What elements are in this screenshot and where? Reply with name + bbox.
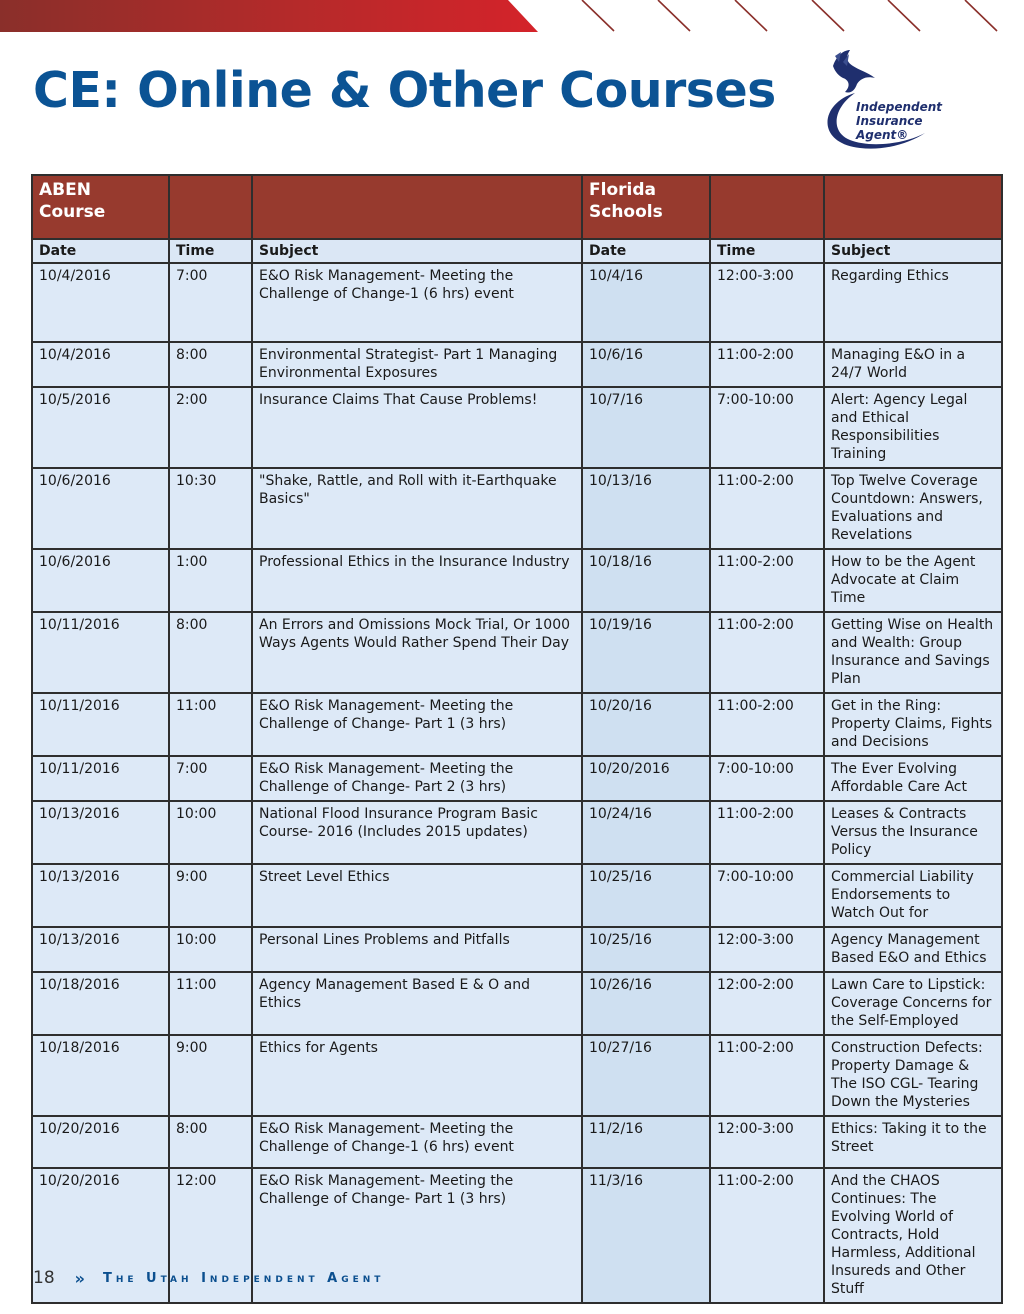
aben-subject: Street Level Ethics [252, 864, 582, 927]
florida-subject: Get in the Ring: Property Claims, Fights and Decisions [824, 693, 1002, 756]
aben-time: 8:00 [169, 612, 252, 693]
table-row [32, 468, 1002, 549]
florida-date: 10/7/16 [582, 387, 710, 468]
florida-time: 11:00-2:00 [710, 342, 824, 387]
aben-date: 10/6/2016 [32, 468, 169, 549]
florida-time: 7:00-10:00 [710, 387, 824, 468]
table-row [32, 756, 1002, 801]
logo-line-1: Independent [856, 100, 943, 114]
section-florida-schools: Florida Schools [582, 175, 710, 239]
florida-subject: Regarding Ethics [824, 263, 1002, 342]
florida-date: 10/25/16 [582, 864, 710, 927]
aben-subject: National Flood Insurance Program Basic Course- 2016 (Includes 2015 updates) [252, 801, 582, 864]
section-blank [824, 175, 1002, 239]
florida-date: 10/27/16 [582, 1035, 710, 1116]
col-subject: Subject [252, 239, 582, 263]
double-chevron-icon: » [74, 1268, 85, 1288]
column-header-row [32, 239, 1002, 263]
aben-time: 9:00 [169, 1035, 252, 1116]
aben-time: 10:00 [169, 927, 252, 972]
section-blank [252, 175, 582, 239]
aben-time: 10:30 [169, 468, 252, 549]
florida-time: 11:00-2:00 [710, 612, 824, 693]
florida-date: 11/2/16 [582, 1116, 710, 1168]
florida-subject: Leases & Contracts Versus the Insurance Policy [824, 801, 1002, 864]
publication-name: The Utah Independent Agent [102, 1270, 385, 1286]
aben-date: 10/18/2016 [32, 972, 169, 1035]
aben-time: 12:00 [169, 1168, 252, 1303]
table-row [32, 972, 1002, 1035]
florida-subject: Managing E&O in a 24/7 World [824, 342, 1002, 387]
col-date: Date [582, 239, 710, 263]
florida-date: 10/25/16 [582, 927, 710, 972]
table-row [32, 1035, 1002, 1116]
aben-time: 11:00 [169, 693, 252, 756]
florida-date: 10/20/16 [582, 693, 710, 756]
aben-date: 10/11/2016 [32, 612, 169, 693]
aben-subject: E&O Risk Management- Meeting the Challenge of Change- Part 2 (3 hrs) [252, 756, 582, 801]
florida-time: 12:00-3:00 [710, 263, 824, 342]
aben-time: 10:00 [169, 801, 252, 864]
florida-time: 12:00-3:00 [710, 927, 824, 972]
florida-time: 11:00-2:00 [710, 549, 824, 612]
top-banner [0, 0, 1024, 32]
aben-time: 8:00 [169, 342, 252, 387]
aben-date: 10/11/2016 [32, 693, 169, 756]
page-number: 18 [33, 1268, 55, 1288]
florida-time: 7:00-10:00 [710, 864, 824, 927]
aben-subject: "Shake, Rattle, and Roll with it-Earthquake Basics" [252, 468, 582, 549]
aben-subject: Personal Lines Problems and Pitfalls [252, 927, 582, 972]
florida-date: 10/13/16 [582, 468, 710, 549]
aben-subject: E&O Risk Management- Meeting the Challenge of Change- Part 1 (3 hrs) [252, 693, 582, 756]
aben-time: 8:00 [169, 1116, 252, 1168]
florida-subject: Top Twelve Coverage Countdown: Answers, Evaluations and Revelations [824, 468, 1002, 549]
aben-date: 10/20/2016 [32, 1168, 169, 1303]
banner-red-stripe [0, 0, 538, 32]
aben-subject: E&O Risk Management- Meeting the Challenge of Change-1 (6 hrs) event [252, 1116, 582, 1168]
florida-time: 11:00-2:00 [710, 801, 824, 864]
aben-subject: Insurance Claims That Cause Problems! [252, 387, 582, 468]
section-blank [710, 175, 824, 239]
florida-date: 10/6/16 [582, 342, 710, 387]
aben-date: 10/6/2016 [32, 549, 169, 612]
florida-date: 10/26/16 [582, 972, 710, 1035]
florida-subject: How to be the Agent Advocate at Claim Time [824, 549, 1002, 612]
florida-time: 11:00-2:00 [710, 693, 824, 756]
aben-time: 9:00 [169, 864, 252, 927]
aben-subject: Agency Management Based E & O and Ethics [252, 972, 582, 1035]
aben-subject: An Errors and Omissions Mock Trial, Or 1000 Ways Agents Would Rather Spend Their Day [252, 612, 582, 693]
section-aben-course: ABEN Course [32, 175, 169, 239]
florida-date: 10/18/16 [582, 549, 710, 612]
florida-subject: And the CHAOS Continues: The Evolving World of Contracts, Hold Harmless, Additional Insureds and Other Stuff [824, 1168, 1002, 1303]
col-date: Date [32, 239, 169, 263]
col-time: Time [710, 239, 824, 263]
florida-subject: Ethics: Taking it to the Street [824, 1116, 1002, 1168]
florida-time: 11:00-2:00 [710, 1168, 824, 1303]
aben-date: 10/4/2016 [32, 342, 169, 387]
table-row [32, 612, 1002, 693]
table-row [32, 549, 1002, 612]
table-row [32, 342, 1002, 387]
florida-date: 11/3/16 [582, 1168, 710, 1303]
aben-date: 10/13/2016 [32, 864, 169, 927]
florida-date: 10/24/16 [582, 801, 710, 864]
aben-subject: E&O Risk Management- Meeting the Challenge of Change-1 (6 hrs) event [252, 263, 582, 342]
florida-date: 10/19/16 [582, 612, 710, 693]
aben-date: 10/20/2016 [32, 1116, 169, 1168]
table-row [32, 263, 1002, 342]
aben-date: 10/13/2016 [32, 801, 169, 864]
florida-time: 11:00-2:00 [710, 1035, 824, 1116]
florida-subject: Commercial Liability Endorsements to Watch Out for [824, 864, 1002, 927]
florida-subject: Construction Defects: Property Damage & The ISO CGL- Tearing Down the Mysteries [824, 1035, 1002, 1116]
aben-time: 2:00 [169, 387, 252, 468]
logo-line-3: Agent® [856, 128, 909, 142]
florida-time: 7:00-10:00 [710, 756, 824, 801]
aben-date: 10/18/2016 [32, 1035, 169, 1116]
table-row [32, 927, 1002, 972]
logo-wordmark [856, 100, 966, 142]
col-time: Time [169, 239, 252, 263]
florida-time: 12:00-3:00 [710, 1116, 824, 1168]
aben-date: 10/5/2016 [32, 387, 169, 468]
florida-date: 10/4/16 [582, 263, 710, 342]
florida-subject: The Ever Evolving Affordable Care Act [824, 756, 1002, 801]
aben-subject: E&O Risk Management- Meeting the Challenge of Change- Part 1 (3 hrs) [252, 1168, 582, 1303]
florida-subject: Lawn Care to Lipstick: Coverage Concerns for the Self-Employed [824, 972, 1002, 1035]
table-row [32, 1116, 1002, 1168]
table-row [32, 693, 1002, 756]
logo-line-2: Insurance [856, 114, 923, 128]
page-title: CE: Online & Other Courses [33, 62, 776, 119]
florida-subject: Agency Management Based E&O and Ethics [824, 927, 1002, 972]
col-subject: Subject [824, 239, 1002, 263]
aben-subject: Environmental Strategist- Part 1 Managing Environmental Exposures [252, 342, 582, 387]
aben-time: 11:00 [169, 972, 252, 1035]
florida-subject: Getting Wise on Health and Wealth: Group Insurance and Savings Plan [824, 612, 1002, 693]
table-row [32, 801, 1002, 864]
banner-slashes [582, 0, 997, 31]
table-row [32, 864, 1002, 927]
section-blank [169, 175, 252, 239]
florida-subject: Alert: Agency Legal and Ethical Responsibilities Training [824, 387, 1002, 468]
aben-time: 7:00 [169, 263, 252, 342]
aben-date: 10/4/2016 [32, 263, 169, 342]
aben-time: 7:00 [169, 756, 252, 801]
aben-subject: Professional Ethics in the Insurance Industry [252, 549, 582, 612]
section-header-row [32, 175, 1002, 239]
florida-date: 10/20/2016 [582, 756, 710, 801]
aben-date: 10/13/2016 [32, 927, 169, 972]
table-row [32, 387, 1002, 468]
aben-time: 1:00 [169, 549, 252, 612]
florida-time: 12:00-2:00 [710, 972, 824, 1035]
page-footer [33, 1268, 384, 1288]
aben-subject: Ethics for Agents [252, 1035, 582, 1116]
courses-table [31, 174, 1003, 1304]
aben-date: 10/11/2016 [32, 756, 169, 801]
florida-time: 11:00-2:00 [710, 468, 824, 549]
